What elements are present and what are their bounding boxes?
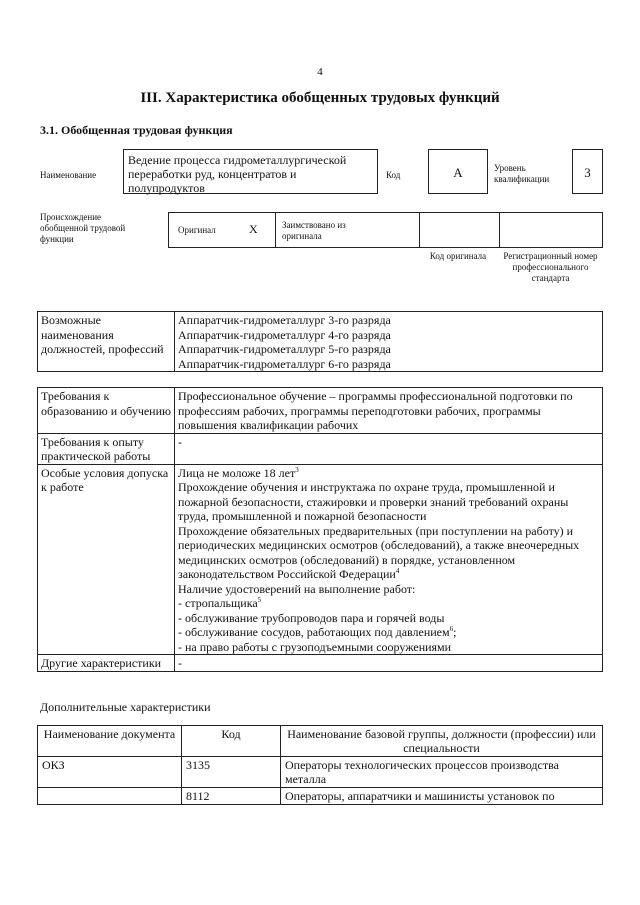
original-label: Оригинал: [178, 225, 216, 235]
requirements-table: [37, 387, 603, 672]
name-label: Наименование: [40, 170, 97, 180]
certificates-heading: Наличие удостоверений на выполнение работ:: [178, 581, 416, 596]
certificate-item: - стропальщика: [178, 596, 258, 610]
level-value: 3: [572, 149, 603, 194]
code-value: А: [428, 149, 488, 194]
name-value-box: [123, 149, 378, 194]
footnote-ref: 3: [295, 465, 299, 474]
positions-table: [37, 311, 603, 372]
level-label: Уровень квалификации: [494, 163, 550, 184]
medical-requirement: Прохождение обязательных предварительных (при поступлении на работу) и периодических медицинских осмотров (обследований), а также внеочередных медицинских осмотров (обследований) в порядке, установленном законодательством Российской Федерации: [178, 523, 580, 581]
code-label: Код: [386, 170, 401, 180]
origin-divider: [419, 212, 420, 248]
experience-value: -: [175, 433, 603, 464]
page-number: 4: [317, 66, 323, 78]
other-label: Другие характеристики: [38, 655, 175, 672]
position-item: Аппаратчик-гидрометаллург 4-го разряда: [178, 327, 391, 342]
col-code-header: Код: [182, 726, 281, 757]
punctuation: ;: [453, 625, 457, 639]
origin-divider: [499, 212, 500, 248]
footnote-ref: 4: [395, 567, 400, 575]
positions-label: Возможные наименования должностей, профессий: [38, 312, 175, 372]
certificate-item: - на право работы с грузоподъемными сооружениями: [178, 639, 452, 654]
conditions-label: Особые условия допуска к работе: [38, 464, 175, 655]
position-item: Аппаратчик-гидрометаллург 5-го разряда: [178, 342, 391, 356]
education-label: Требования к образованию и обучению: [38, 388, 175, 434]
certificate-item: - обслуживание сосудов, работающих под давлением: [178, 625, 450, 639]
origin-mark: X: [249, 222, 258, 236]
position-item: Аппаратчик-гидрометаллург 6-го разряда: [178, 356, 391, 371]
origin-divider: [275, 212, 276, 248]
code-cell: 8112: [182, 788, 281, 805]
additional-title: Дополнительные характеристики: [40, 700, 211, 714]
name-cell: Операторы технологических процессов производства металла: [281, 757, 603, 788]
section-title: III. Характеристика обобщенных трудовых функций: [140, 90, 500, 106]
borrowed-label: Заимствовано из оригинала: [282, 220, 346, 241]
other-value: -: [175, 655, 603, 672]
doc-cell: ОКЗ: [38, 757, 182, 788]
col-doc-header: Наименование документа: [38, 726, 182, 757]
subsection-title: 3.1. Обобщенная трудовая функция: [40, 123, 233, 137]
conditions-value: [175, 464, 603, 655]
name-value: Ведение процесса гидрометаллургической переработки руд, концентратов и полупродуктов: [128, 153, 347, 195]
footnote-ref: 5: [257, 596, 262, 604]
position-item: Аппаратчик-гидрометаллург 3-го разряда: [178, 313, 391, 327]
code-cell: 3135: [182, 757, 281, 788]
table-row: [38, 757, 603, 788]
education-value: Профессиональное обучение – программы профессиональной подготовки по профессиям рабочих, программы переподготовки рабочих, программы повышения квалификации рабочих: [175, 388, 603, 434]
name-cell: Операторы, аппаратчики и машинисты установок по: [281, 788, 603, 805]
footnote-ref: 6: [449, 625, 454, 633]
origin-label: Происхождение обобщенной трудовой функции: [40, 212, 126, 244]
doc-cell: [38, 788, 182, 805]
certificate-item: - обслуживание трубопроводов пара и горячей воды: [178, 610, 445, 625]
additional-table: [37, 725, 603, 805]
table-row: [38, 788, 603, 805]
col-name-header: Наименование базовой группы, должности (профессии) или специальности: [281, 726, 603, 757]
training-requirement: Прохождение обучения и инструктажа по охране труда, промышленной и пожарной безопасности, стажировки и проверки знаний требований охраны труда, промышленной и пожарной безопасности: [178, 480, 569, 523]
reg-number-caption: Регистрационный номер профессионального стандарта: [503, 251, 598, 283]
experience-label: Требования к опыту практической работы: [38, 433, 175, 464]
age-requirement: Лица не моложе 18 лет: [178, 465, 296, 480]
positions-list: [175, 312, 603, 372]
code-original-caption: Код оригинала: [429, 251, 487, 261]
origin-box: [168, 212, 603, 248]
